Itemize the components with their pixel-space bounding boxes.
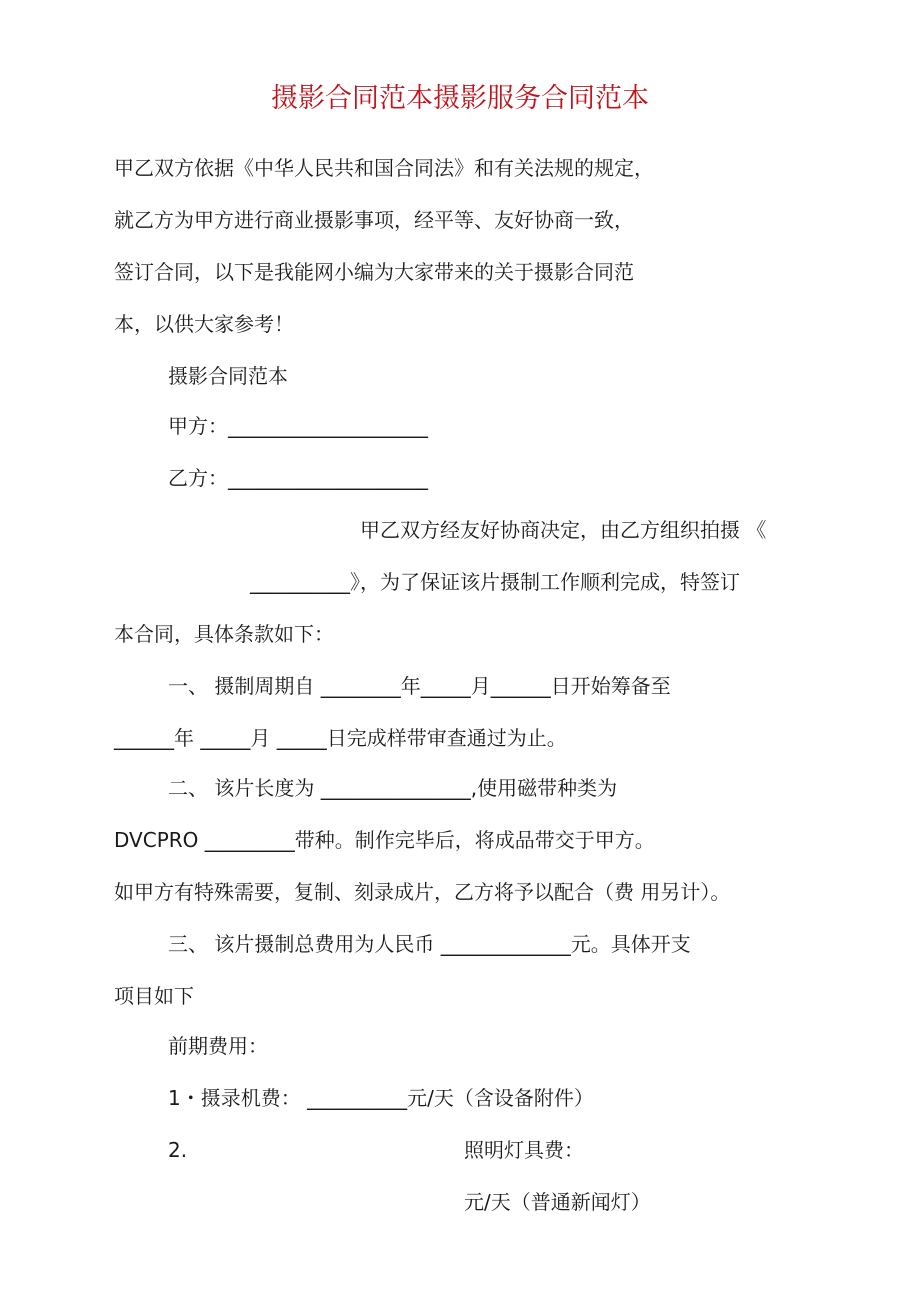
- intro-line-2: 就乙方为甲方进行商业摄影事项，经平等、友好协商一致，: [114, 208, 634, 232]
- contract-title: 摄影合同范本: [168, 364, 288, 388]
- clause-1-line-2: ______年 _____月 _____日完成样带审查通过为止。: [114, 726, 567, 750]
- clause-3-line-2: 项目如下: [114, 984, 194, 1008]
- preamble-line-2: __________》，为了保证该片摄制工作顺利完成，特签订: [250, 570, 740, 594]
- preamble-line-1: 甲乙双方经友好协商决定，由乙方组织拍摄 《: [360, 518, 767, 542]
- cost-item-2-number: 2.: [168, 1138, 188, 1162]
- intro-line-3: 签订合同，以下是我能网小编为大家带来的关于摄影合同范: [114, 260, 634, 284]
- intro-line-4: 本，以供大家参考！: [114, 312, 294, 336]
- clause-2-line-3: 如甲方有特殊需要，复制、刻录成片，乙方将予以配合（费 用另计）。: [114, 880, 731, 904]
- party-a-line: 甲方：____________________: [168, 414, 428, 438]
- clause-3-line-1: 三、 该片摄制总费用为人民币 _____________元。具体开支: [168, 932, 691, 956]
- document-title: 摄影合同范本摄影服务合同范本: [271, 83, 649, 114]
- preamble-line-3: 本合同，具体条款如下：: [114, 622, 334, 646]
- cost-item-1: 1・摄录机费： __________元/天（含设备附件）: [168, 1086, 594, 1110]
- intro-line-1: 甲乙双方依据《中华人民共和国合同法》和有关法规的规定，: [114, 156, 654, 180]
- clause-2-line-1: 二、 该片长度为 _______________,使用磁带种类为: [168, 776, 618, 800]
- cost-item-2-unit: 元/天（普通新闻灯）: [464, 1190, 651, 1214]
- pre-cost-label: 前期费用：: [168, 1034, 268, 1058]
- clause-2-line-2: DVCPRO _________带种。制作完毕后，将成品带交于甲方。: [114, 828, 655, 852]
- clause-1-line-1: 一、 摄制周期自 ________年_____月______日开始筹备至: [168, 674, 671, 698]
- cost-item-2-label: 照明灯具费：: [464, 1138, 584, 1162]
- party-b-line: 乙方：____________________: [168, 466, 428, 490]
